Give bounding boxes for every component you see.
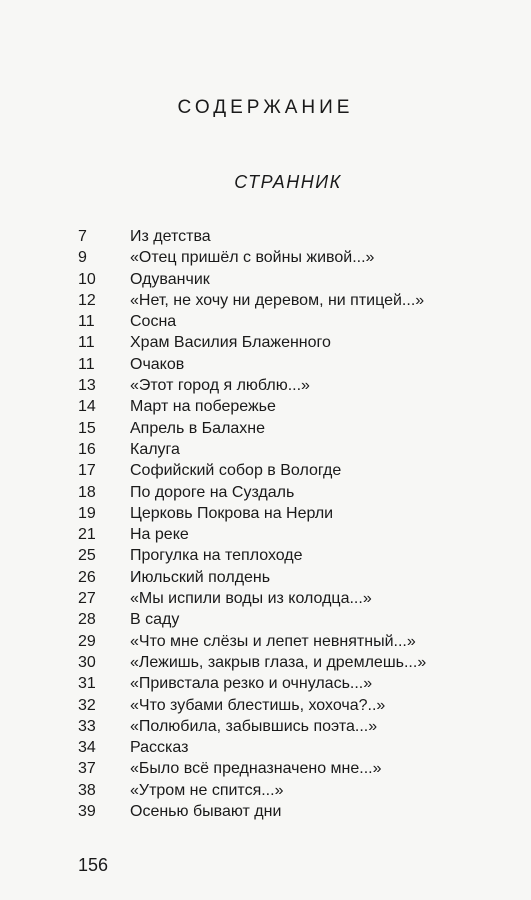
toc-entry bbox=[78, 247, 426, 268]
toc-entry-page-number: 13 bbox=[78, 377, 96, 395]
toc-entry-title: Храм Василия Блаженного bbox=[130, 334, 331, 352]
toc-entry-title: «Было всё предназначено мне...» bbox=[130, 760, 382, 778]
toc-entry-title: Март на побережье bbox=[130, 398, 276, 416]
toc-entry-page-number: 21 bbox=[78, 526, 96, 544]
toc-entry-title: На реке bbox=[130, 526, 189, 544]
toc-entry bbox=[78, 396, 426, 417]
section-title: СТРАННИК bbox=[234, 172, 342, 192]
contents-heading: СОДЕРЖАНИЕ bbox=[177, 97, 354, 118]
toc-entry-page-number: 15 bbox=[78, 419, 96, 437]
toc-entry-title: Калуга bbox=[130, 440, 180, 458]
toc-entry bbox=[78, 524, 426, 545]
toc-entry-title: «Что зубами блестишь, хохоча?..» bbox=[130, 696, 386, 714]
toc-entry bbox=[78, 567, 426, 588]
page-number: 156 bbox=[78, 855, 109, 875]
toc-entry-title: «Этот город я люблю...» bbox=[130, 377, 310, 395]
toc-entry-page-number: 17 bbox=[78, 462, 96, 480]
toc-entry-page-number: 33 bbox=[78, 717, 96, 735]
toc-entry-page-number: 10 bbox=[78, 270, 96, 288]
toc-entry bbox=[78, 609, 426, 630]
toc-entry bbox=[78, 737, 426, 758]
toc-entry-page-number: 19 bbox=[78, 504, 96, 522]
toc-entry-title: «Лежишь, закрыв глаза, и дремлешь...» bbox=[130, 653, 427, 671]
toc-entry-page-number: 11 bbox=[78, 355, 95, 373]
toc-entry bbox=[78, 780, 426, 801]
toc-entry-title: Из детства bbox=[130, 228, 211, 245]
toc-entry bbox=[78, 801, 426, 822]
toc-entry-title: «Мы испили воды из колодца...» bbox=[130, 590, 372, 608]
toc-entry bbox=[78, 758, 426, 779]
toc-entry-title: Церковь Покрова на Нерли bbox=[130, 504, 334, 522]
toc-entry-title: «Утром не спится...» bbox=[130, 781, 284, 799]
toc-entry bbox=[78, 375, 426, 396]
toc-entry-page-number: 31 bbox=[78, 675, 96, 693]
toc-entry-title: Очаков bbox=[130, 355, 185, 373]
toc-entry-page-number: 26 bbox=[78, 568, 96, 586]
toc-entry-title: «Привстала резко и очнулась...» bbox=[130, 675, 373, 693]
toc-entry-title: Апрель в Балахне bbox=[130, 419, 266, 437]
toc-entry bbox=[78, 503, 426, 524]
toc-entry bbox=[78, 545, 426, 566]
toc-entry-page-number: 38 bbox=[78, 781, 96, 799]
toc-entry-page-number: 37 bbox=[78, 760, 96, 778]
toc-entry bbox=[78, 439, 426, 460]
toc-entry-page-number: 11 bbox=[78, 313, 95, 331]
table-of-contents bbox=[78, 226, 426, 822]
toc-entry-page-number: 14 bbox=[78, 398, 96, 416]
toc-entry bbox=[78, 716, 426, 737]
toc-entry-page-number: 7 bbox=[78, 228, 87, 245]
toc-entry-page-number: 30 bbox=[78, 653, 96, 671]
toc-entry bbox=[78, 269, 426, 290]
toc-entry bbox=[78, 588, 426, 609]
toc-entry-page-number: 12 bbox=[78, 291, 96, 309]
toc-entry-title: Прогулка на теплоходе bbox=[130, 547, 303, 565]
toc-entry-page-number: 11 bbox=[78, 334, 95, 352]
toc-entry-page-number: 39 bbox=[78, 803, 96, 821]
toc-entry bbox=[78, 460, 426, 481]
toc-entry bbox=[78, 482, 426, 503]
toc-entry-page-number: 29 bbox=[78, 632, 96, 650]
toc-entry-title: «Полюбила, забывшись поэта...» bbox=[130, 717, 378, 735]
toc-entry bbox=[78, 290, 426, 311]
toc-entry-title: Софийский собор в Вологде bbox=[130, 462, 342, 480]
toc-entry-title: Июльский полдень bbox=[130, 568, 271, 586]
toc-entry-title: Сосна bbox=[130, 313, 177, 331]
toc-entry-page-number: 32 bbox=[78, 696, 96, 714]
toc-entry bbox=[78, 673, 426, 694]
toc-entry-title: «Что мне слёзы и лепет невнятный...» bbox=[130, 632, 416, 650]
toc-entry-title: Рассказ bbox=[130, 739, 189, 757]
toc-entry bbox=[78, 332, 426, 353]
toc-entry bbox=[78, 695, 426, 716]
toc-entry-title: «Отец пришёл с войны живой...» bbox=[130, 249, 375, 267]
toc-entry-page-number: 9 bbox=[78, 249, 87, 267]
toc-entry-page-number: 25 bbox=[78, 547, 96, 565]
toc-entry bbox=[78, 418, 426, 439]
toc-entry-page-number: 27 bbox=[78, 590, 96, 608]
toc-entry-title: По дороге на Суздаль bbox=[130, 483, 295, 501]
toc-entry bbox=[78, 631, 426, 652]
toc-entry bbox=[78, 311, 426, 332]
toc-entry-title: В саду bbox=[130, 611, 180, 629]
toc-entry-title: Осенью бывают дни bbox=[130, 803, 282, 821]
toc-entry bbox=[78, 354, 426, 375]
toc-entry-page-number: 16 bbox=[78, 440, 96, 458]
toc-entry-page-number: 34 bbox=[78, 739, 96, 757]
toc-entry-page-number: 28 bbox=[78, 611, 96, 629]
toc-entry-title: Одуванчик bbox=[130, 270, 210, 288]
toc-entry-title: «Нет, не хочу ни деревом, ни птицей...» bbox=[130, 291, 425, 309]
toc-entry bbox=[78, 652, 426, 673]
toc-entry bbox=[78, 226, 426, 247]
toc-entry-page-number: 18 bbox=[78, 483, 96, 501]
